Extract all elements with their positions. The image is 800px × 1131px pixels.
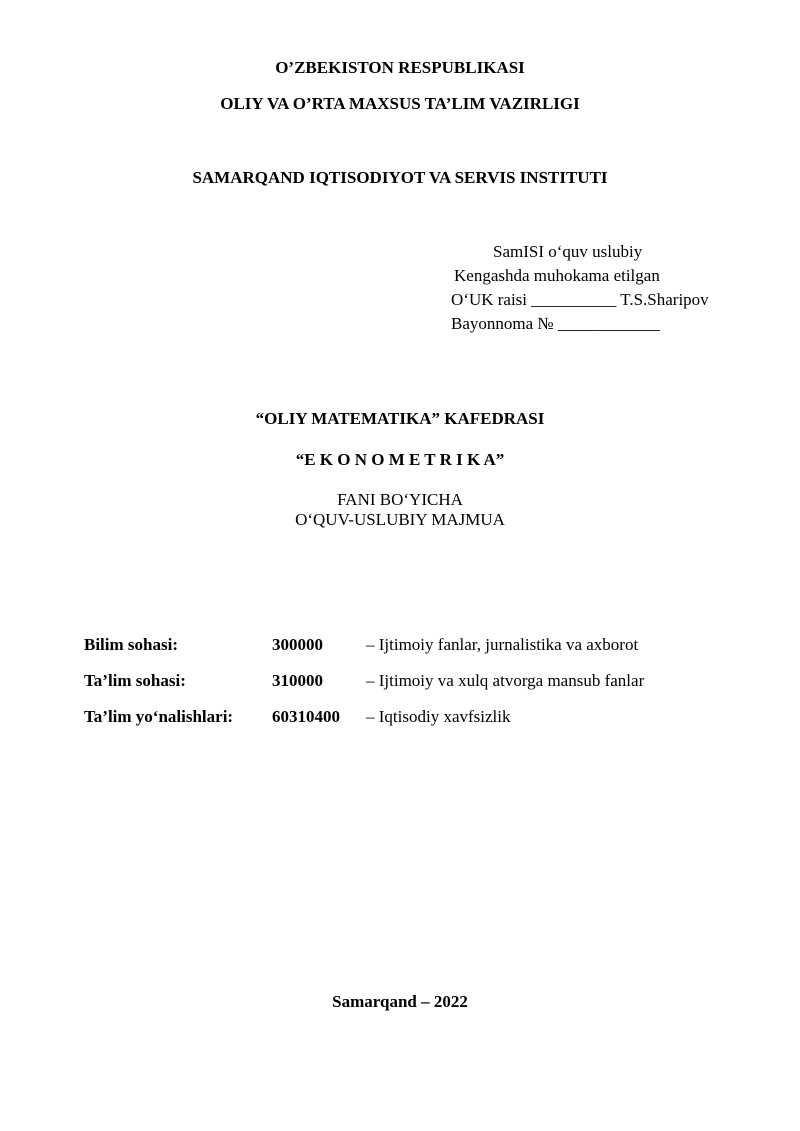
institute-heading: SAMARQAND IQTISODIYOT VA SERVIS INSTITUTI	[192, 168, 608, 187]
approval-block	[450, 240, 790, 336]
subject-title: “E K O N O M E T R I K A”	[295, 450, 505, 469]
info-row	[84, 627, 644, 663]
department-title: “OLIY MATEMATIKA” KAFEDRASI	[255, 409, 545, 428]
approval-line-4: Bayonnoma № ____________	[451, 314, 660, 333]
subject-subtitle-2: O‘QUV-USLUBIY MAJMUA	[295, 510, 505, 529]
info-label: Ta’lim yo‘nalishlari:	[84, 707, 234, 726]
info-label: Ta’lim sohasi:	[84, 671, 186, 690]
ministry-heading: OLIY VA O’RTA MAXSUS TA’LIM VAZIRLIGI	[220, 94, 580, 113]
info-description: – Ijtimoiy fanlar, jurnalistika va axborot	[366, 635, 639, 654]
footer-place-year: Samarqand – 2022	[332, 992, 468, 1011]
info-description: – Iqtisodiy xavfsizlik	[366, 707, 511, 726]
info-row	[84, 663, 644, 699]
info-row	[84, 699, 644, 735]
subject-subtitle-1: FANI BO‘YICHA	[337, 490, 463, 509]
info-code: 300000	[272, 635, 323, 654]
info-code: 310000	[272, 671, 323, 690]
approval-line-2: Kengashda muhokama etilgan	[454, 266, 660, 285]
info-description: – Ijtimoiy va xulq atvorga mansub fanlar	[366, 671, 645, 690]
approval-line-3: O‘UK raisi __________ T.S.Sharipov	[451, 290, 709, 309]
approval-line-1: SamISI o‘quv uslubiy	[493, 242, 643, 261]
info-table	[84, 627, 644, 735]
republic-heading: O’ZBEKISTON RESPUBLIKASI	[275, 58, 525, 77]
info-label: Bilim sohasi:	[84, 635, 178, 654]
info-code: 60310400	[272, 707, 340, 726]
